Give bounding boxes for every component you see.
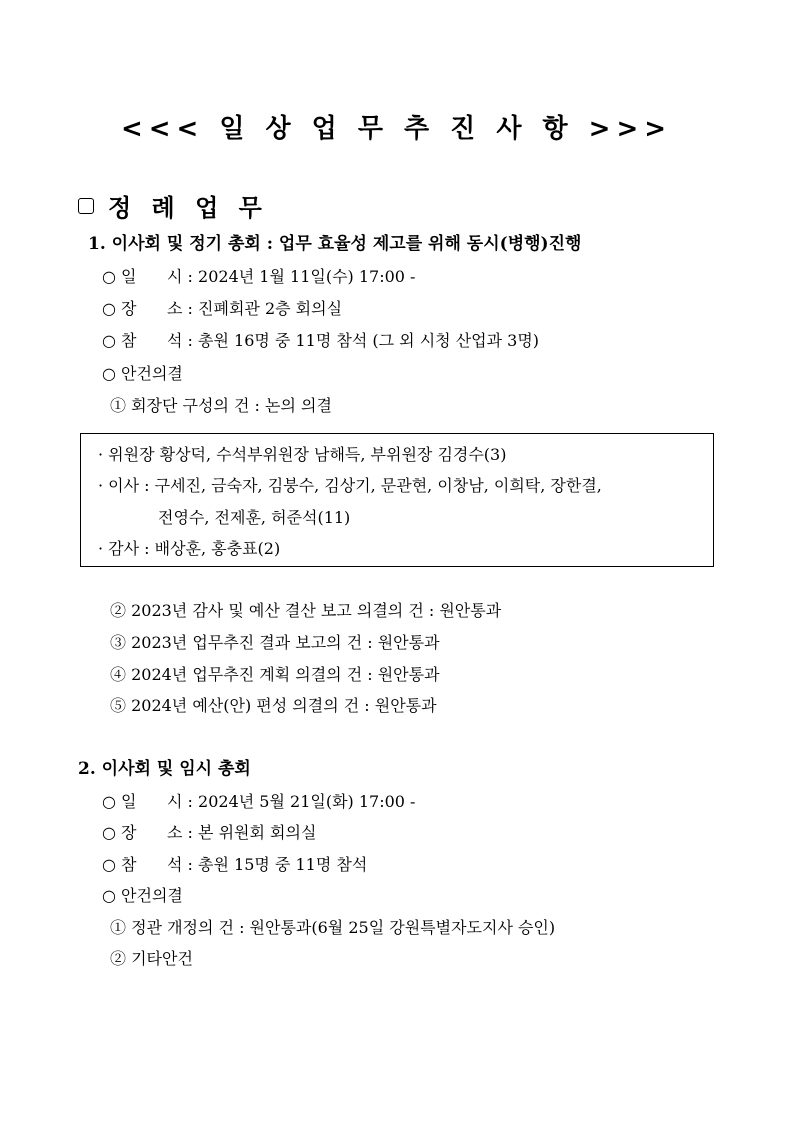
meeting2-agenda-item-1: ① 정관 개정의 건 : 원안통과(6월 25일 강원특별자도지사 승인): [110, 918, 556, 937]
meeting1-agenda-item-1: ① 회장단 구성의 건 : 논의 의결: [110, 396, 332, 415]
meeting1-agenda-item-5: ⑤ 2024년 예산(안) 편성 의결의 건 : 원안통과: [110, 696, 437, 715]
meeting2-attendance: ○ 참 석 : 총원 15명 중 11명 참석: [102, 855, 368, 874]
section-heading-label: 정 례 업 무: [108, 193, 268, 222]
meeting1-agenda-item-4: ④ 2024년 업무추진 계획 의결의 건 : 원안통과: [110, 665, 440, 684]
meeting2-place: ○ 장 소 : 본 위원회 회의실: [102, 823, 317, 842]
meeting1-place: ○ 장 소 : 진폐회관 2층 회의실: [102, 299, 343, 318]
page-title: <<< 일 상 업 무 추 진 사 항 >>>: [120, 114, 673, 144]
meeting1-agenda-label: ○ 안건의결: [102, 364, 183, 383]
meeting2-agenda-label: ○ 안건의결: [102, 886, 183, 905]
officers-line-3: 전영수, 전제훈, 허준석(11): [158, 508, 351, 527]
meeting1-agenda-item-2: ② 2023년 감사 및 예산 결산 보고 의결의 건 : 원안통과: [110, 601, 502, 620]
meeting2-agenda-item-2: ② 기타안건: [110, 949, 193, 968]
meeting1-agenda-item-3: ③ 2023년 업무추진 결과 보고의 건 : 원안통과: [110, 633, 440, 652]
meeting1-attendance: ○ 참 석 : 총원 16명 중 11명 참석 (그 외 시청 산업과 3명): [102, 331, 540, 350]
meeting2-datetime: ○ 일 시 : 2024년 5월 21일(화) 17:00 -: [102, 792, 416, 811]
meeting1-heading: 1. 이사회 및 정기 총회 : 업무 효율성 제고를 위해 동시(병행)진행: [88, 234, 582, 254]
officers-line-1: · 위원장 황상덕, 수석부위원장 남해득, 부위원장 김경수(3): [98, 445, 507, 464]
section-heading: [78, 188, 268, 223]
officers-line-4: · 감사 : 배상훈, 홍충표(2): [98, 539, 281, 558]
meeting2-heading: 2. 이사회 및 임시 총회: [78, 759, 251, 779]
checkbox-icon: [78, 198, 94, 214]
officers-line-2: · 이사 : 구세진, 금숙자, 김붕수, 김상기, 문관현, 이창남, 이희탁, 장한결,: [98, 476, 602, 495]
meeting1-datetime: ○ 일 시 : 2024년 1월 11일(수) 17:00 -: [102, 267, 416, 286]
